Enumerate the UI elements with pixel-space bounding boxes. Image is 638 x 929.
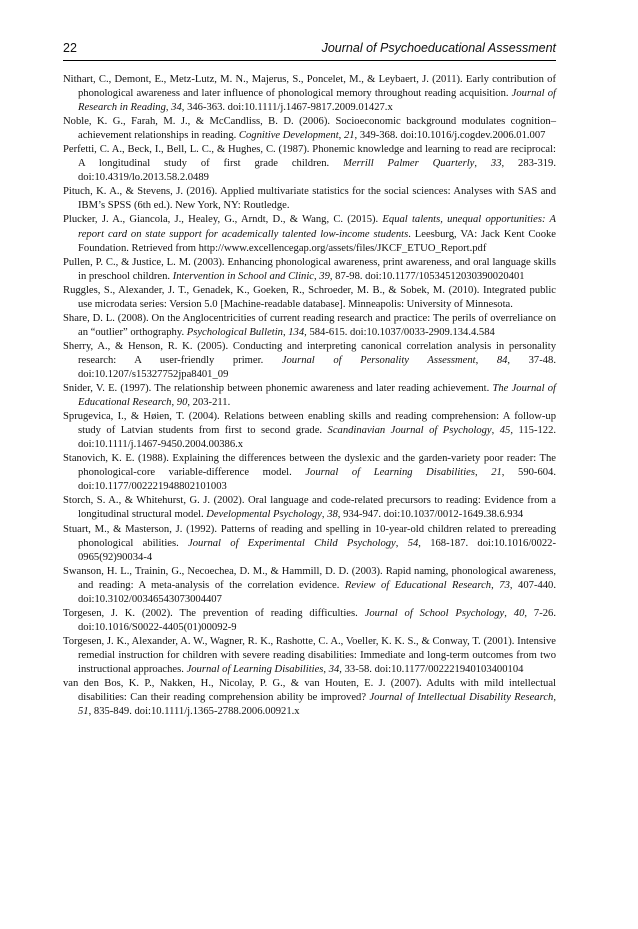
reference-text: Swanson, H. L., Trainin, G., Necoechea, D. M., & Hammill, D. D. (2003). Rapid naming, phonological awareness, and reading: A meta-analysis of the correlation evidence. (63, 565, 556, 591)
reference-text: , (338, 130, 344, 142)
reference-italic-text: 21 (343, 130, 355, 142)
reference-italic-text: 21 (491, 467, 502, 479)
reference-italic-text: Journal of Personality Assessment (281, 354, 476, 366)
reference-entry (63, 565, 556, 607)
reference-italic-text: The Journal of Educational Research (78, 383, 556, 409)
reference-text: , 346-363. doi:10.1111/j.1467-9817.2009.01427.x (181, 102, 393, 114)
reference-text: , (553, 692, 556, 704)
reference-text: , 115-122. doi:10.1111/j.1467-9450.2004.00386.x (78, 425, 557, 451)
reference-entry (63, 382, 556, 410)
reference-italic-text: 34 (171, 102, 182, 114)
reference-italic-text: 51 (78, 706, 89, 718)
reference-text: , (475, 354, 497, 366)
reference-entry (63, 73, 556, 115)
reference-entry (63, 312, 556, 340)
reference-entry (63, 256, 556, 284)
reference-text: , 87-98. doi:10.1177/10534512030390020401 (329, 270, 525, 282)
reference-italic-text: Psychological Bulletin (186, 326, 283, 338)
reference-entry (63, 494, 556, 522)
reference-text: , (323, 663, 329, 675)
reference-entry (63, 635, 556, 677)
reference-text: , (474, 467, 492, 479)
reference-text: , 168-187. doi:10.1016/0022-0965(92)90034-4 (78, 537, 556, 563)
reference-italic-text: 34 (328, 663, 340, 675)
reference-text: , (313, 270, 320, 282)
reference-text: Perfetti, C. A., Beck, I., Bell, L. C., & Hughes, C. (1987). Phonemic knowledge and learning to read are reciprocal: A longitudinal study of first grade children. (63, 144, 556, 170)
reference-text: Pituch, K. A., & Stevens, J. (2016). Applied multivariate statistics for the social sciences: Analyses with SAS and IBM’s SPSS (6th ed.). New York, NY: Routledge. (63, 186, 556, 212)
reference-text: , 584-615. doi:10.1037/0033-2909.134.4.584 (304, 326, 495, 338)
reference-italic-text: Intervention in School and Clinic (172, 270, 314, 282)
reference-text: , (491, 425, 500, 437)
reference-text: Stanovich, K. E. (1988). Explaining the differences between the dyslexic and the garden-variety poor reader: The phonological-core variable-difference model. (63, 453, 556, 479)
reference-text: Noble, K. G., Farah, M. J., & McCandliss, B. D. (2006). Socioeconomic background modulates cognition–achievement relationships in reading. (63, 116, 556, 142)
reference-text: Torgesen, J. K. (2002). The prevention of reading difficulties. (63, 607, 365, 619)
reference-italic-text: Cognitive Development (238, 130, 339, 142)
reference-entry (63, 185, 556, 213)
reference-italic-text: Journal of Research in Reading (78, 88, 556, 114)
reference-text: Ruggles, S., Alexander, J. T., Genadek, K., Goeken, R., Schroeder, M. B., & Sobek, M. (2010). Integrated public use microdata series: Version 5.0 [Machine-readable database]. Minneapolis: University of Minnesota. (63, 284, 556, 310)
reference-text: , 590-604. doi:10.1177/002221948802101003 (78, 467, 556, 493)
reference-italic-text: Journal of School Psychology (364, 607, 505, 619)
reference-text: , 33-58. doi:10.1177/002221940103400104 (339, 663, 524, 675)
reference-text: , 37-48. doi:10.1207/s15327752jpa8401_09 (78, 354, 557, 380)
journal-title: Journal of Psychoeducational Assessment (321, 41, 556, 55)
reference-text: , (282, 326, 289, 338)
reference-entry (63, 607, 556, 635)
reference-italic-text: 90 (176, 397, 188, 409)
reference-text: Sherry, A., & Henson, R. K. (2005). Conducting and interpreting canonical correlation analysis in personality research: A user-friendly primer. (63, 340, 556, 366)
reference-entry (63, 677, 556, 719)
running-header (63, 40, 556, 61)
reference-italic-text: Merrill Palmer Quarterly (343, 158, 475, 170)
reference-text: , (171, 397, 177, 409)
reference-text: , 7-26. doi:10.1016/S0022-4405(01)00092-9 (78, 607, 557, 633)
reference-italic-text: 84 (496, 354, 508, 366)
reference-text: Share, D. L. (2008). On the Anglocentricities of current reading research and practice: The perils of overreliance on an “outlier” orthography. (63, 312, 556, 338)
reference-text: , (491, 579, 500, 591)
reference-text: , 283-319. doi:10.4319/lo.2013.58.2.0489 (78, 158, 556, 184)
reference-italic-text: Journal of Learning Disabilities (186, 663, 324, 675)
reference-text: Nithart, C., Demont, E., Metz-Lutz, M. N., Majerus, S., Poncelet, M., & Leybaert, J. (2011). Early contribution of phonological awareness and later influence of phonological memory throughout reading acquisition. (63, 74, 556, 100)
reference-italic-text: Developmental Psychology (206, 509, 322, 521)
reference-entry (63, 213, 556, 255)
reference-italic-text: 38 (327, 509, 338, 521)
reference-text: van den Bos, K. P., Nakken, H., Nicolay, P. G., & van Houten, E. J. (2007). Adults with mild intellectual disabilities: Can their reading comprehension ability be improved? (63, 678, 556, 704)
reference-text: , 407-440. doi:10.3102/00346543073004407 (78, 579, 557, 605)
reference-entry (63, 523, 556, 565)
reference-italic-text: Journal of Learning Disabilities (305, 467, 475, 479)
reference-text: Storch, S. A., & Whitehurst, G. J. (2002). Oral language and code-related precursors to reading: Evidence from a longitudinal structural model. (63, 495, 556, 521)
reference-text: , 203-211. (187, 397, 231, 409)
reference-text: , (504, 607, 514, 619)
reference-text: Plucker, J. A., Giancola, J., Healey, G., Arndt, D., & Wang, C. (2015). (63, 214, 383, 226)
reference-text: Stuart, M., & Masterson, J. (1992). Patterns of reading and spelling in 10-year-old children related to prereading phonological abilities. (63, 523, 556, 549)
reference-text: Sprugevica, I., & Høien, T. (2004). Relations between enabling skills and reading comprehension: A follow-up study of Latvian students from first to second grade. (63, 411, 556, 437)
reference-italic-text: 45 (499, 425, 511, 437)
reference-text: Snider, V. E. (1997). The relationship between phonemic awareness and later reading achievement. (63, 383, 493, 395)
reference-text: , (395, 537, 408, 549)
page-number: 22 (63, 41, 77, 55)
reference-italic-text: Scandinavian Journal of Psychology (327, 425, 492, 437)
reference-entry (63, 143, 556, 185)
reference-italic-text: 40 (513, 607, 525, 619)
reference-text: Torgesen, J. K., Alexander, A. W., Wagner, R. K., Rashotte, C. A., Voeller, K. K. S., & Conway, T. (2001). Intensive remedial instruction for children with severe reading disabilities: Immediate and long-term outcomes from two instructional approaches. (63, 635, 556, 675)
reference-italic-text: Review of Educational Research (344, 579, 492, 591)
reference-text: , 349-368. doi:10.1016/j.cogdev.2006.01.007 (354, 130, 546, 142)
reference-italic-text: 134 (288, 326, 305, 338)
reference-text: , 835-849. doi:10.1111/j.1365-2788.2006.00921.x (88, 706, 300, 718)
reference-italic-text: 54 (407, 537, 419, 549)
reference-text: , (321, 509, 328, 521)
reference-entry (63, 284, 556, 312)
reference-text: , (474, 158, 491, 170)
reference-italic-text: Journal of Experimental Child Psychology (188, 537, 396, 549)
reference-italic-text: Journal of Intellectual Disability Research (369, 692, 554, 704)
reference-entry (63, 452, 556, 494)
reference-italic-text: 39 (319, 270, 330, 282)
reference-entry (63, 410, 556, 452)
reference-entry (63, 115, 556, 143)
reference-text: Pullen, P. C., & Justice, L. M. (2003). Enhancing phonological awareness, print awareness, and oral language skills in preschool children. (63, 256, 556, 282)
reference-italic-text: 73 (499, 579, 510, 591)
reference-text: . Leesburg, VA: Jack Kent Cooke Foundation. Retrieved from http://www.excellencegap.org/assets/files/JKCF_ETUO_Report.pdf (78, 228, 556, 254)
reference-entry (63, 340, 556, 382)
reference-text: , (165, 102, 172, 114)
reference-italic-text: 33 (490, 158, 502, 170)
reference-italic-text: Equal talents, unequal opportunities: A report card on state support for academically talented low-income students (78, 214, 556, 240)
reference-list (63, 73, 556, 719)
reference-text: , 934-947. doi:10.1037/0012-1649.38.6.934 (337, 509, 524, 521)
